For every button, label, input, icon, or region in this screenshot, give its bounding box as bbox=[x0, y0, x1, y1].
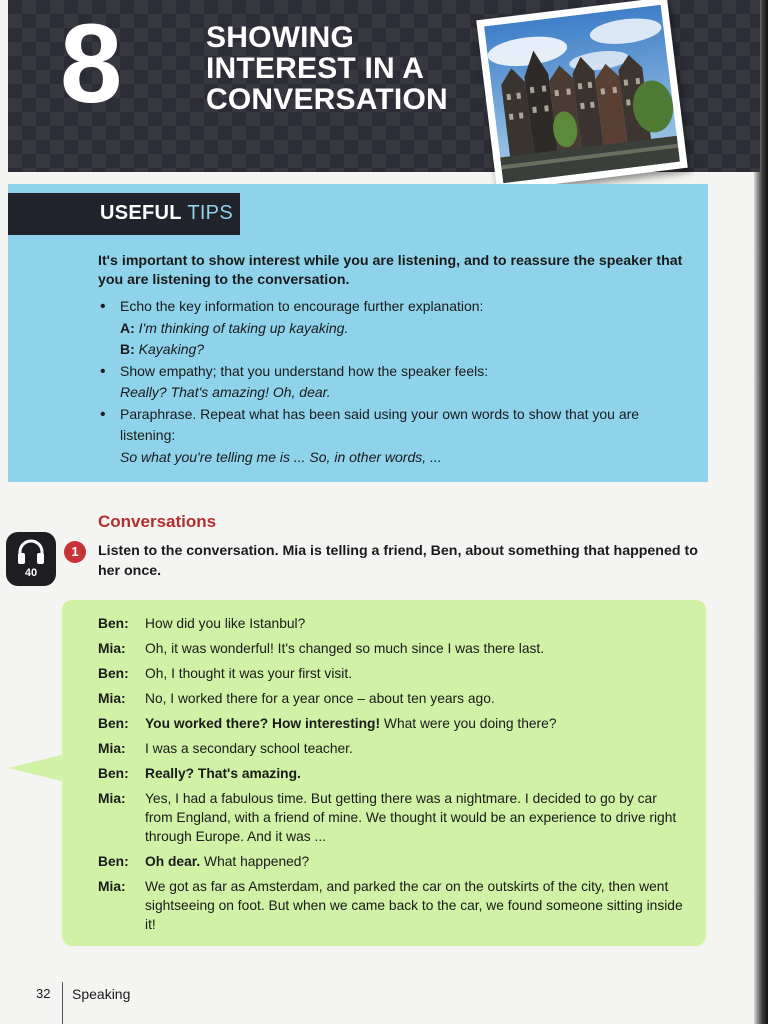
speaker: Ben: bbox=[98, 716, 129, 731]
utterance bbox=[145, 739, 684, 758]
tip-item-echo bbox=[98, 296, 688, 361]
utterance-text: How did you like Istanbul? bbox=[145, 616, 306, 631]
unit-title-line: SHOWING bbox=[206, 21, 355, 54]
audio-track-badge bbox=[6, 532, 56, 586]
utterance-emphasis: Really? That's amazing. bbox=[145, 766, 301, 781]
utterance-text: Yes, I had a fabulous time. But getting there was a nightmare. I decided to go by car from England, with a friend of mine. We thought it would be an experience to drive right through Europe. And it was ... bbox=[145, 791, 677, 844]
dialogue-turn bbox=[98, 739, 684, 758]
tip-example: So what you're telling me is ... So, in other words, ... bbox=[120, 448, 442, 465]
speaker: Ben: bbox=[98, 616, 129, 631]
unit-title bbox=[206, 22, 476, 115]
utterance bbox=[145, 789, 684, 846]
utterance-text: What were you doing there? bbox=[380, 716, 557, 731]
dialogue-turn bbox=[98, 714, 684, 733]
utterance bbox=[145, 877, 684, 934]
tip-example bbox=[120, 318, 688, 340]
dialogue bbox=[98, 614, 684, 940]
tip-item-paraphrase bbox=[98, 404, 688, 469]
useful-tips-label bbox=[8, 193, 240, 235]
tip-text: • Show empathy; that you understand how the speaker feels: bbox=[120, 362, 489, 379]
utterance bbox=[145, 664, 684, 683]
dialogue-turn bbox=[98, 639, 684, 658]
speaker: Ben: bbox=[98, 766, 129, 781]
tips-label-thin: TIPS bbox=[187, 202, 233, 224]
utterance bbox=[145, 852, 684, 871]
amsterdam-photo bbox=[476, 0, 688, 191]
tips-list bbox=[98, 296, 688, 468]
dialogue-turn bbox=[98, 877, 684, 934]
utterance-emphasis: You worked there? How interesting! bbox=[145, 716, 381, 731]
dialogue-turn bbox=[98, 764, 684, 783]
canal-houses-image bbox=[484, 5, 680, 184]
utterance bbox=[145, 714, 684, 733]
speaker: Mia: bbox=[98, 791, 126, 806]
speaker: Mia: bbox=[98, 691, 126, 706]
utterance-text: No, I worked there for a year once – about ten years ago. bbox=[145, 691, 495, 706]
unit-title-line: INTEREST IN A bbox=[206, 52, 425, 85]
example-line: I'm thinking of taking up kayaking. bbox=[138, 319, 349, 336]
dialogue-turn bbox=[98, 664, 684, 683]
audio-track-number: 40 bbox=[24, 567, 38, 579]
example-line: Kayaking? bbox=[138, 341, 205, 357]
utterance bbox=[145, 614, 684, 633]
example-speaker: B: bbox=[120, 341, 135, 357]
utterance-emphasis: Oh dear. bbox=[145, 854, 201, 869]
utterance-text: Oh, it was wonderful! It's changed so much since I was there last. bbox=[145, 641, 545, 656]
utterance bbox=[145, 689, 684, 708]
utterance bbox=[145, 639, 684, 658]
speech-bubble-tail bbox=[8, 754, 66, 782]
footer-divider bbox=[62, 982, 63, 1024]
speaker: Ben: bbox=[98, 666, 129, 681]
utterance-text: What happened? bbox=[200, 854, 310, 869]
exercise-instruction: Listen to the conversation. Mia is telling a friend, Ben, about something that happened to her once. bbox=[98, 543, 698, 579]
utterance-text: Oh, I thought it was your first visit. bbox=[145, 666, 353, 681]
speaker: Mia: bbox=[98, 879, 126, 894]
headphones-icon bbox=[16, 538, 46, 566]
dialogue-turn bbox=[98, 689, 684, 708]
utterance bbox=[145, 764, 684, 783]
tip-item-empathy bbox=[98, 361, 688, 404]
dialogue-turn bbox=[98, 614, 684, 633]
footer-section-title: Speaking bbox=[72, 986, 131, 1002]
speaker: Ben: bbox=[98, 854, 129, 869]
tip-example: Really? That's amazing! Oh, dear. bbox=[120, 384, 331, 400]
exercise-number: 1 bbox=[64, 541, 86, 563]
speaker: Mia: bbox=[98, 641, 126, 656]
dialogue-turn bbox=[98, 789, 684, 846]
utterance-text: I was a secondary school teacher. bbox=[145, 741, 353, 756]
section-heading: Conversations bbox=[98, 512, 217, 531]
example-speaker: A: bbox=[120, 319, 135, 336]
dialogue-turn bbox=[98, 852, 684, 871]
page-number: 32 bbox=[36, 986, 51, 1001]
speaker: Mia: bbox=[98, 741, 126, 756]
tips-intro: It's important to show interest while you are listening, and to reassure the speaker that you are listening to the conversation. bbox=[98, 253, 683, 288]
tips-label-bold: USEFUL bbox=[100, 202, 182, 224]
unit-title-line: CONVERSATION bbox=[206, 83, 448, 116]
tip-example bbox=[120, 339, 688, 361]
tip-text: • Echo the key information to encourage further explanation: bbox=[120, 298, 484, 314]
utterance-text: We got as far as Amsterdam, and parked the car on the outskirts of the city, then went sightseeing on foot. But when we came back to the car, we found someone sitting inside it! bbox=[145, 879, 683, 932]
unit-number: 8 bbox=[60, 1, 123, 126]
tip-text: • Paraphrase. Repeat what has been said using your own words to show that you are listening: bbox=[120, 405, 640, 443]
